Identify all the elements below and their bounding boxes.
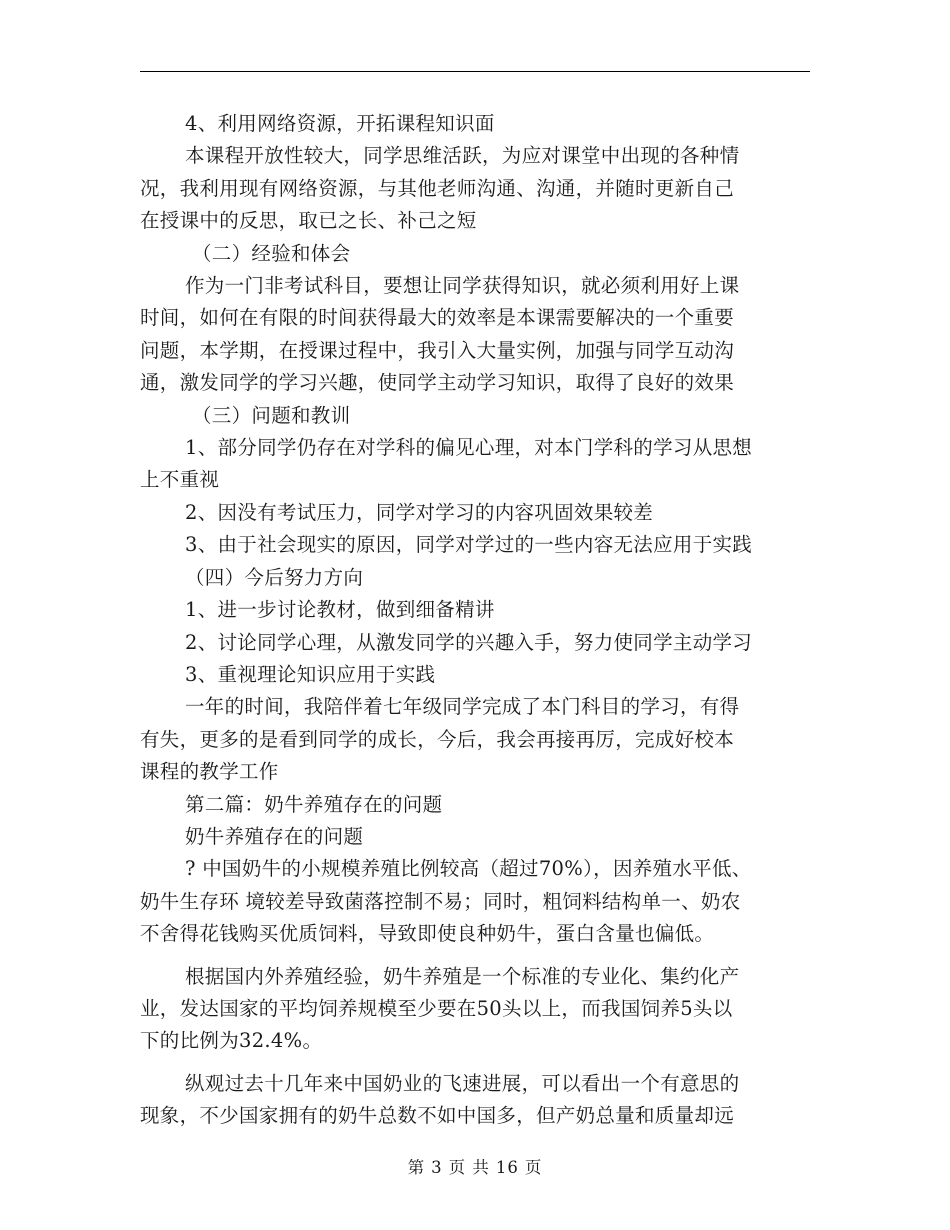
paragraph-line: 一年的时间，我陪伴着七年级同学完成了本门科目的学习，有得: [185, 695, 740, 719]
section-heading-problems: （三）问题和教训: [192, 403, 351, 427]
paragraph-line: 不舍得花钱购买优质饲料，导致即使良种奶牛，蛋白含量也偏低。: [140, 922, 715, 946]
page-footer: [0, 1154, 950, 1178]
paragraph-line: 课程的教学工作: [140, 760, 279, 784]
chapter-title: 第二篇：奶牛养殖存在的问题: [185, 792, 443, 816]
paragraph-line: 通，激发同学的学习兴趣，使同学主动学习知识，取得了良好的效果: [140, 371, 735, 395]
paragraph-line: ? 中国奶牛的小规模养殖比例较高（超过70%），因养殖水平低、: [185, 857, 752, 881]
article-title: 奶牛养殖存在的问题: [185, 824, 364, 848]
header-rule: [140, 71, 810, 72]
footer-suffix: 页: [524, 1158, 543, 1177]
document-body: [140, 108, 810, 1133]
paragraph-line: 奶牛生存环 境较差导致菌落控制不易；同时，粗饲料结构单一、奶农: [140, 889, 741, 913]
paragraph-line: 业，发达国家的平均饲养规模至少要在50头以上，而我国饲养5头以: [140, 996, 733, 1020]
list-item: 3、重视理论知识应用于实践: [185, 662, 436, 686]
paragraph-line: 在授课中的反思，取已之长、补己之短: [140, 209, 477, 233]
list-item-continuation: 上不重视: [140, 468, 220, 492]
footer-prefix: 第: [407, 1158, 426, 1177]
paragraph-line: 问题，本学期，在授课过程中，我引入大量实例，加强与同学互动沟: [140, 338, 735, 362]
paragraph-line: 作为一门非考试科目，要想让同学获得知识，就必须利用好上课: [185, 274, 740, 298]
paragraph-line: 况，我利用现有网络资源，与其他老师沟通、沟通，并随时更新自己: [140, 176, 735, 200]
list-item: 1、部分同学仍存在对学科的偏见心理，对本门学科的学习从思想: [185, 436, 753, 460]
section-heading-experience: （二）经验和体会: [192, 241, 351, 265]
current-page-number: 3: [431, 1158, 443, 1177]
subheading-network-resources: 4、利用网络资源，开拓课程知识面: [185, 112, 495, 135]
section-heading-future: （四）今后努力方向: [185, 565, 364, 589]
total-page-count: 16: [495, 1158, 519, 1177]
paragraph-line: 有失，更多的是看到同学的成长，今后，我会再接再厉，完成好校本: [140, 727, 735, 751]
paragraph-line: 本课程开放性较大，同学思维活跃，为应对课堂中出现的各种情: [185, 144, 740, 168]
list-item: 1、进一步讨论教材，做到细备精讲: [185, 598, 495, 622]
list-item: 2、因没有考试压力，同学对学习的内容巩固效果较差: [185, 500, 654, 524]
paragraph-line: 现象，不少国家拥有的奶牛总数不如中国多，但产奶总量和质量却远: [140, 1104, 735, 1128]
footer-mid: 页 共: [448, 1158, 490, 1177]
list-item: 3、由于社会现实的原因，同学对学过的一些内容无法应用于实践: [185, 533, 753, 557]
paragraph-line: 时间，如何在有限的时间获得最大的效率是本课需要解决的一个重要: [140, 306, 735, 330]
list-item: 2、讨论同学心理，从激发同学的兴趣入手，努力使同学主动学习: [185, 630, 753, 654]
paragraph-line: 纵观过去十几年来中国奶业的飞速进展，可以看出一个有意思的: [185, 1071, 740, 1095]
paragraph-line: 下的比例为32.4%。: [140, 1029, 323, 1053]
paragraph-line: 根据国内外养殖经验，奶牛养殖是一个标准的专业化、集约化产: [185, 964, 740, 988]
